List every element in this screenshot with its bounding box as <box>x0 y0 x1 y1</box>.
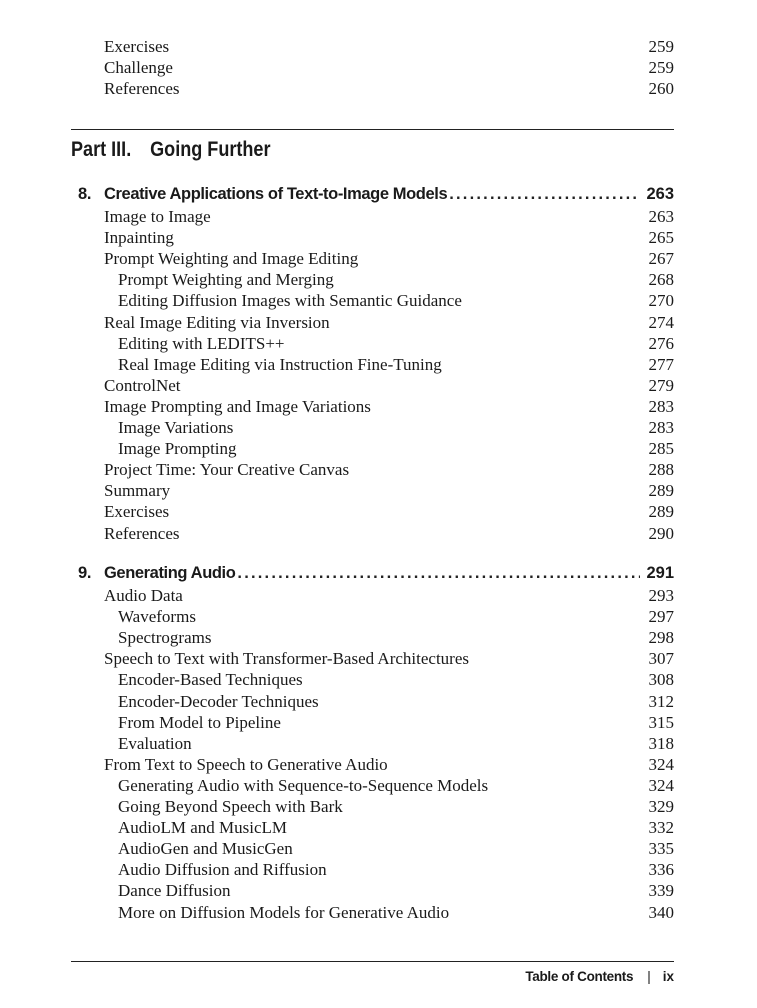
footer-title: Table of Contents <box>525 969 634 984</box>
chapter-8-heading[interactable] <box>78 183 674 205</box>
entry-page: 324 <box>648 775 674 795</box>
entry-title: Prompt Weighting and Image Editing <box>104 249 359 269</box>
toc-entry[interactable] <box>104 206 674 227</box>
entry-title: Exercises <box>104 37 170 56</box>
entry-page: 318 <box>648 733 674 753</box>
entry-title: Dance Diffusion <box>118 881 231 901</box>
chapter-number: 8. <box>78 185 92 203</box>
toc-entry[interactable] <box>118 606 674 627</box>
entry-title: ControlNet <box>104 375 181 395</box>
entry-page: 268 <box>648 270 674 290</box>
entry-title: Spectrograms <box>118 628 212 648</box>
toc-entry[interactable] <box>104 36 674 57</box>
toc-entry[interactable] <box>118 796 674 817</box>
entry-title: Editing with LEDITS++ <box>118 333 285 353</box>
entry-page: 265 <box>648 228 674 248</box>
toc-entry[interactable] <box>118 712 674 733</box>
entry-title: Audio Data <box>104 586 183 605</box>
footer-page-number: ix <box>662 969 674 984</box>
entry-title: Generating Audio with Sequence-to-Sequence Models <box>118 775 489 795</box>
entry-page: 293 <box>648 586 674 605</box>
dot-leader <box>449 183 640 205</box>
entry-page: 288 <box>648 460 674 480</box>
entry-page: 324 <box>648 754 674 774</box>
toc-entry[interactable] <box>104 501 674 522</box>
toc-entry[interactable] <box>104 480 674 501</box>
entry-page: 270 <box>648 291 674 311</box>
toc-entry[interactable] <box>104 78 674 99</box>
entry-page: 267 <box>648 249 674 269</box>
entry-title: Inpainting <box>104 228 174 248</box>
entry-title: Audio Diffusion and Riffusion <box>118 860 327 880</box>
entry-title: Encoder-Based Techniques <box>118 670 303 690</box>
entry-page: 289 <box>648 481 674 501</box>
entry-title: Image Prompting <box>118 439 237 459</box>
entry-page: 283 <box>648 418 674 437</box>
toc-entry[interactable] <box>118 817 674 838</box>
toc-entry[interactable] <box>118 859 674 880</box>
entry-page: 329 <box>648 797 674 816</box>
dot-leader <box>237 562 640 584</box>
toc-entry[interactable] <box>104 459 674 480</box>
entry-title: Prompt Weighting and Merging <box>118 270 334 290</box>
entry-page: 315 <box>648 712 674 732</box>
entry-page: 289 <box>648 502 674 522</box>
entry-page: 285 <box>648 439 674 459</box>
toc-entry[interactable] <box>104 585 674 606</box>
toc-entry[interactable] <box>118 354 674 375</box>
entry-page: 335 <box>648 839 674 859</box>
chapter-number: 9. <box>78 564 92 582</box>
chapter-title: Creative Applications of Text-to-Image Models <box>104 185 448 203</box>
entry-title: Encoder-Decoder Techniques <box>118 691 319 711</box>
toc-entry[interactable] <box>104 396 674 417</box>
entry-title: Summary <box>104 481 171 501</box>
entry-page: 283 <box>648 396 674 416</box>
toc-entry[interactable] <box>118 333 674 354</box>
entry-title: AudioGen and MusicGen <box>118 839 293 859</box>
entry-page: 307 <box>648 649 674 669</box>
entry-page: 290 <box>648 523 674 543</box>
toc-entry[interactable] <box>118 880 674 901</box>
toc-entry[interactable] <box>118 417 674 438</box>
entry-page: 277 <box>648 354 674 374</box>
entry-page: 340 <box>648 902 674 922</box>
toc-entry[interactable] <box>104 248 674 269</box>
entry-title: Image Prompting and Image Variations <box>104 396 371 416</box>
part-divider <box>71 129 674 130</box>
toc-entry[interactable] <box>118 627 674 648</box>
toc-entry[interactable] <box>118 290 674 311</box>
chapter-title: Generating Audio <box>104 564 236 582</box>
entry-title: Speech to Text with Transformer-Based Architectures <box>104 649 469 669</box>
chapter-page: 291 <box>646 564 674 582</box>
toc-entry[interactable] <box>118 438 674 459</box>
toc-entry[interactable] <box>118 269 674 290</box>
part-title: Going Further <box>150 138 271 161</box>
part-heading <box>71 136 271 164</box>
toc-entry[interactable] <box>118 691 674 712</box>
entry-title: Real Image Editing via Inversion <box>104 312 330 332</box>
toc-entry[interactable] <box>118 775 674 796</box>
footer-separator: | <box>647 969 651 984</box>
toc-entry[interactable] <box>104 648 674 669</box>
chapter-page: 263 <box>646 185 674 203</box>
entry-page: 308 <box>648 670 674 690</box>
entry-page: 279 <box>648 375 674 395</box>
entry-page: 260 <box>648 79 674 98</box>
entry-page: 336 <box>648 860 674 880</box>
entry-title: From Text to Speech to Generative Audio <box>104 754 388 774</box>
toc-entry[interactable] <box>104 312 674 333</box>
entry-page: 332 <box>648 818 674 838</box>
entry-title: More on Diffusion Models for Generative Audio <box>118 902 450 922</box>
toc-entry[interactable] <box>118 669 674 690</box>
entry-page: 339 <box>648 881 674 901</box>
entry-title: AudioLM and MusicLM <box>118 818 288 838</box>
entry-page: 259 <box>648 58 674 77</box>
toc-entry[interactable] <box>118 838 674 859</box>
entry-page: 263 <box>648 207 674 226</box>
entry-title: Image to Image <box>104 207 211 226</box>
toc-entry[interactable] <box>118 902 674 923</box>
entry-title: Going Beyond Speech with Bark <box>118 797 343 816</box>
page-footer <box>525 966 674 988</box>
entry-page: 297 <box>648 607 674 627</box>
toc-entry[interactable] <box>104 57 674 78</box>
entry-title: References <box>104 79 180 98</box>
toc-entry[interactable] <box>104 754 674 775</box>
entry-title: Exercises <box>104 502 170 522</box>
toc-entry[interactable] <box>104 375 674 396</box>
toc-entry[interactable] <box>118 733 674 754</box>
entry-page: 312 <box>648 691 674 711</box>
chapter-9-heading[interactable] <box>78 562 674 584</box>
entry-title: Editing Diffusion Images with Semantic Guidance <box>118 291 462 311</box>
entry-title: Evaluation <box>118 733 192 753</box>
entry-page: 259 <box>648 37 674 56</box>
footer-divider <box>71 961 674 962</box>
entry-page: 276 <box>648 333 674 353</box>
entry-title: Real Image Editing via Instruction Fine-Tuning <box>118 354 442 374</box>
entry-title: From Model to Pipeline <box>118 712 281 732</box>
part-number: Part III. <box>71 138 132 161</box>
entry-title: Challenge <box>104 58 173 77</box>
entry-page: 274 <box>648 312 674 332</box>
toc-entry[interactable] <box>104 227 674 248</box>
entry-title: Image Variations <box>118 418 234 437</box>
entry-title: Waveforms <box>118 607 196 627</box>
entry-page: 298 <box>648 628 674 648</box>
toc-entry[interactable] <box>104 523 674 544</box>
entry-title: References <box>104 523 180 543</box>
entry-title: Project Time: Your Creative Canvas <box>104 460 350 480</box>
